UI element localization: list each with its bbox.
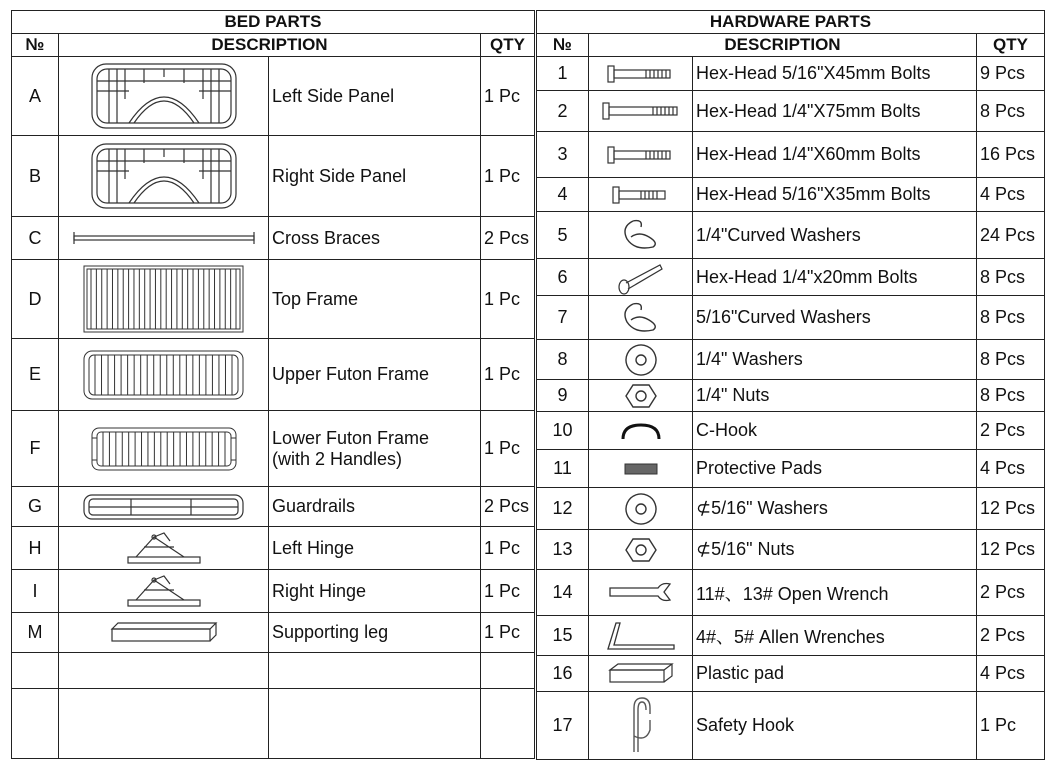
- supporting-leg-icon: [59, 613, 269, 653]
- table-row: [537, 450, 1045, 488]
- protective-pad-icon: [589, 450, 693, 488]
- part-description: Hex-Head 1/4"X60mm Bolts: [693, 132, 977, 178]
- allen-wrench-icon: [589, 616, 693, 656]
- bolt-icon: [589, 57, 693, 91]
- right-hinge-icon: [59, 570, 269, 613]
- hw-col-qty: QTY: [977, 34, 1045, 57]
- part-number: 13: [537, 530, 589, 570]
- part-qty: 1 Pc: [481, 570, 535, 613]
- table-row: [537, 616, 1045, 656]
- hardware-parts-table: [536, 10, 1045, 760]
- table-row: [537, 296, 1045, 340]
- table-row: [537, 57, 1045, 91]
- guardrail-icon: [59, 487, 269, 527]
- part-qty: 2 Pcs: [481, 487, 535, 527]
- part-description: Hex-Head 1/4"x20mm Bolts: [693, 259, 977, 296]
- left-hinge-icon: [59, 527, 269, 570]
- washer-icon: [589, 488, 693, 530]
- part-qty: 8 Pcs: [977, 340, 1045, 380]
- part-number: 5: [537, 212, 589, 259]
- part-number: G: [12, 487, 59, 527]
- part-description: Hex-Head 5/16"X35mm Bolts: [693, 178, 977, 212]
- table-row: [12, 411, 535, 487]
- part-description: Upper Futon Frame: [269, 339, 481, 411]
- part-qty: 1 Pc: [481, 613, 535, 653]
- table-row: [537, 656, 1045, 692]
- part-number: 16: [537, 656, 589, 692]
- part-number: 8: [537, 340, 589, 380]
- part-description: 1/4"Curved Washers: [693, 212, 977, 259]
- table-row: [12, 613, 535, 653]
- part-description: 5/16"Curved Washers: [693, 296, 977, 340]
- bolt-icon: [589, 132, 693, 178]
- table-row: [12, 487, 535, 527]
- bed-parts-table: [11, 10, 535, 759]
- part-number: C: [12, 217, 59, 260]
- part-qty: 12 Pcs: [977, 488, 1045, 530]
- part-description: Hex-Head 1/4"X75mm Bolts: [693, 91, 977, 132]
- table-row: [537, 692, 1045, 760]
- table-row: [537, 259, 1045, 296]
- table-row: [537, 488, 1045, 530]
- part-number: D: [12, 260, 59, 339]
- lower-futon-frame-icon: [59, 411, 269, 487]
- table-row: [12, 260, 535, 339]
- safety-hook-icon: [589, 692, 693, 760]
- curved-washer-icon: [589, 212, 693, 259]
- table-row: [537, 340, 1045, 380]
- part-qty: 1 Pc: [481, 339, 535, 411]
- part-qty: 8 Pcs: [977, 380, 1045, 412]
- left-side-panel-icon: [59, 57, 269, 136]
- part-description: Plastic pad: [693, 656, 977, 692]
- part-qty: 1 Pc: [481, 136, 535, 217]
- part-qty: 2 Pcs: [977, 412, 1045, 450]
- part-number: H: [12, 527, 59, 570]
- bed-col-description: DESCRIPTION: [59, 34, 481, 57]
- table-row: [12, 136, 535, 217]
- part-number: 17: [537, 692, 589, 760]
- part-number: 3: [537, 132, 589, 178]
- short-bolt-icon: [589, 178, 693, 212]
- part-description: 11#、13# Open Wrench: [693, 570, 977, 616]
- bed-parts-title: BED PARTS: [12, 11, 535, 34]
- part-qty: 4 Pcs: [977, 450, 1045, 488]
- table-row: [537, 380, 1045, 412]
- part-description: Protective Pads: [693, 450, 977, 488]
- part-description: 4#、5# Allen Wrenches: [693, 616, 977, 656]
- part-description: Safety Hook: [693, 692, 977, 760]
- part-description: Top Frame: [269, 260, 481, 339]
- part-qty: 24 Pcs: [977, 212, 1045, 259]
- part-description: C-Hook: [693, 412, 977, 450]
- part-qty: 8 Pcs: [977, 259, 1045, 296]
- table-row: [12, 527, 535, 570]
- part-qty: 2 Pcs: [977, 570, 1045, 616]
- table-row: [12, 217, 535, 260]
- c-hook-icon: [589, 412, 693, 450]
- part-qty: 1 Pc: [481, 411, 535, 487]
- part-number: 10: [537, 412, 589, 450]
- part-number: 9: [537, 380, 589, 412]
- part-number: 2: [537, 91, 589, 132]
- nut-icon: [589, 380, 693, 412]
- part-description: Right Side Panel: [269, 136, 481, 217]
- long-bolt-icon: [589, 91, 693, 132]
- part-number: 11: [537, 450, 589, 488]
- table-row: [537, 212, 1045, 259]
- part-description: Hex-Head 5/16"X45mm Bolts: [693, 57, 977, 91]
- part-description-line2: (with 2 Handles): [272, 448, 403, 469]
- part-qty: 2 Pcs: [481, 217, 535, 260]
- cross-brace-icon: [59, 217, 269, 260]
- part-qty: 8 Pcs: [977, 91, 1045, 132]
- part-qty: 9 Pcs: [977, 57, 1045, 91]
- upper-futon-frame-icon: [59, 339, 269, 411]
- hw-col-description: DESCRIPTION: [589, 34, 977, 57]
- washer-icon: [589, 340, 693, 380]
- part-qty: 4 Pcs: [977, 656, 1045, 692]
- top-frame-icon: [59, 260, 269, 339]
- part-number: 1: [537, 57, 589, 91]
- small-bolt-icon: [589, 259, 693, 296]
- part-number: I: [12, 570, 59, 613]
- part-description: 1/4" Washers: [693, 340, 977, 380]
- part-qty: 4 Pcs: [977, 178, 1045, 212]
- part-description: Left Side Panel: [269, 57, 481, 136]
- nut-icon: [589, 530, 693, 570]
- part-qty: 16 Pcs: [977, 132, 1045, 178]
- part-number: F: [12, 411, 59, 487]
- empty-row: [12, 689, 535, 759]
- part-description: ⊄5/16" Washers: [693, 488, 977, 530]
- part-qty: 1 Pc: [481, 527, 535, 570]
- bed-col-qty: QTY: [481, 34, 535, 57]
- part-description: Supporting leg: [269, 613, 481, 653]
- table-row: [537, 178, 1045, 212]
- hw-col-no: №: [537, 34, 589, 57]
- empty-row: [12, 653, 535, 689]
- part-description: Cross Braces: [269, 217, 481, 260]
- open-wrench-icon: [589, 570, 693, 616]
- table-row: [537, 570, 1045, 616]
- bed-col-no: №: [12, 34, 59, 57]
- part-number: B: [12, 136, 59, 217]
- table-row: [537, 412, 1045, 450]
- part-qty: 8 Pcs: [977, 296, 1045, 340]
- part-description-line1: Lower Futon Frame: [272, 427, 430, 448]
- part-number: 15: [537, 616, 589, 656]
- table-row: [12, 570, 535, 613]
- part-description: [269, 411, 481, 487]
- part-qty: 1 Pc: [977, 692, 1045, 760]
- part-description: 1/4" Nuts: [693, 380, 977, 412]
- part-qty: 12 Pcs: [977, 530, 1045, 570]
- part-number: 14: [537, 570, 589, 616]
- part-number: M: [12, 613, 59, 653]
- table-row: [12, 339, 535, 411]
- table-row: [12, 57, 535, 136]
- table-row: [537, 530, 1045, 570]
- part-number: 7: [537, 296, 589, 340]
- part-number: A: [12, 57, 59, 136]
- part-description: Guardrails: [269, 487, 481, 527]
- part-description: ⊄5/16" Nuts: [693, 530, 977, 570]
- part-description: Left Hinge: [269, 527, 481, 570]
- right-side-panel-icon: [59, 136, 269, 217]
- hardware-parts-title: HARDWARE PARTS: [537, 11, 1045, 34]
- curved-washer-icon: [589, 296, 693, 340]
- part-number: 4: [537, 178, 589, 212]
- part-number: E: [12, 339, 59, 411]
- part-description: Right Hinge: [269, 570, 481, 613]
- part-number: 6: [537, 259, 589, 296]
- table-row: [537, 132, 1045, 178]
- part-qty: 1 Pc: [481, 260, 535, 339]
- plastic-pad-icon: [589, 656, 693, 692]
- part-qty: 2 Pcs: [977, 616, 1045, 656]
- part-number: 12: [537, 488, 589, 530]
- part-qty: 1 Pc: [481, 57, 535, 136]
- table-row: [537, 91, 1045, 132]
